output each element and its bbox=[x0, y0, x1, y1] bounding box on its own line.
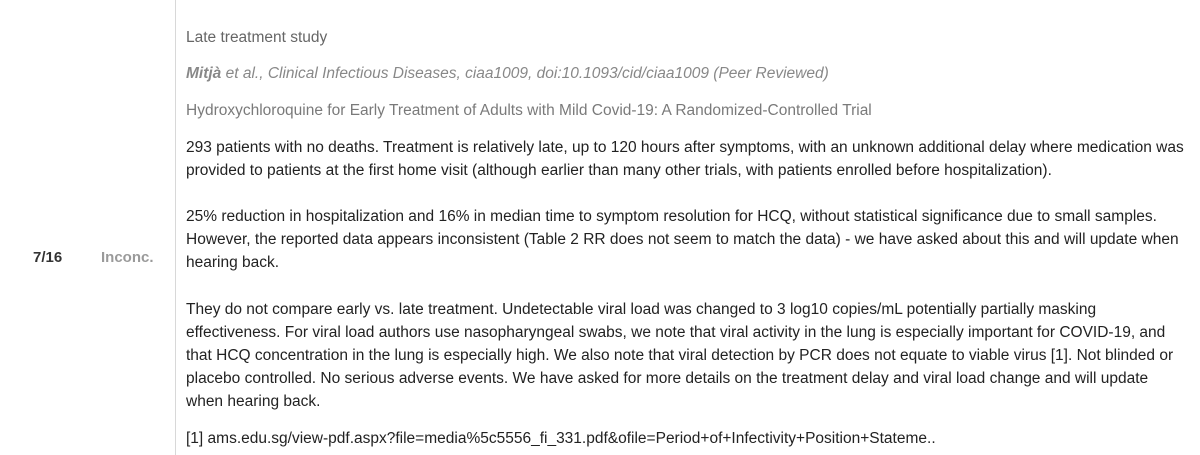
study-date: 7/16 bbox=[33, 249, 63, 266]
study-content bbox=[186, 26, 1186, 450]
study-meta-column bbox=[0, 0, 175, 455]
status-label: Inconc. bbox=[101, 249, 154, 266]
results-paragraph: 25% reduction in hospitalization and 16% in median time to symptom resolution for HCQ, without statistical significance due to small samples. However, the reported data appears inconsistent (Table 2 RR does not seem to match the data) - we have asked about this and will update when hearing back. bbox=[186, 208, 1179, 272]
notes-paragraph: They do not compare early vs. late treatment. Undetectable viral load was changed to 3 log10 copies/mL potentially partially masking effectiveness. For viral load authors use nasopharyngeal swabs, we note that viral activity in the lung is especially important for COVID-19, and that HCQ concentration in the lung is especially high. We also note that viral detection by PCR does not equate to viable virus [1]. Not blinded or placebo controlled. No serious adverse events. We have asked for more details on the treatment delay and viral load change and will update when hearing back. bbox=[186, 300, 1174, 411]
column-divider bbox=[175, 0, 176, 455]
paper-title[interactable]: Hydroxychloroquine for Early Treatment of Adults with Mild Covid-19: A Randomized-Controlled Trial bbox=[186, 102, 872, 120]
citation-author: Mitjà bbox=[186, 65, 222, 83]
treatment-stage-label: Late treatment study bbox=[186, 29, 328, 46]
footnote-link[interactable]: [1] ams.edu.sg/view-pdf.aspx?file=media%5c5556_fi_331.pdf&ofile=Period+of+Infectivity+Position+Stateme.. bbox=[186, 429, 936, 447]
summary-paragraph: 293 patients with no deaths. Treatment is relatively late, up to 120 hours after symptoms, with an unknown additional delay where medication was provided to patients at the first home visit (although earlier than many other trials, with patients enrolled before hospitalization). bbox=[186, 138, 1184, 179]
citation-details: et al., Clinical Infectious Diseases, ciaa1009, doi:10.1093/cid/ciaa1009 (Peer Reviewed) bbox=[221, 65, 829, 83]
citation[interactable] bbox=[186, 62, 1186, 85]
